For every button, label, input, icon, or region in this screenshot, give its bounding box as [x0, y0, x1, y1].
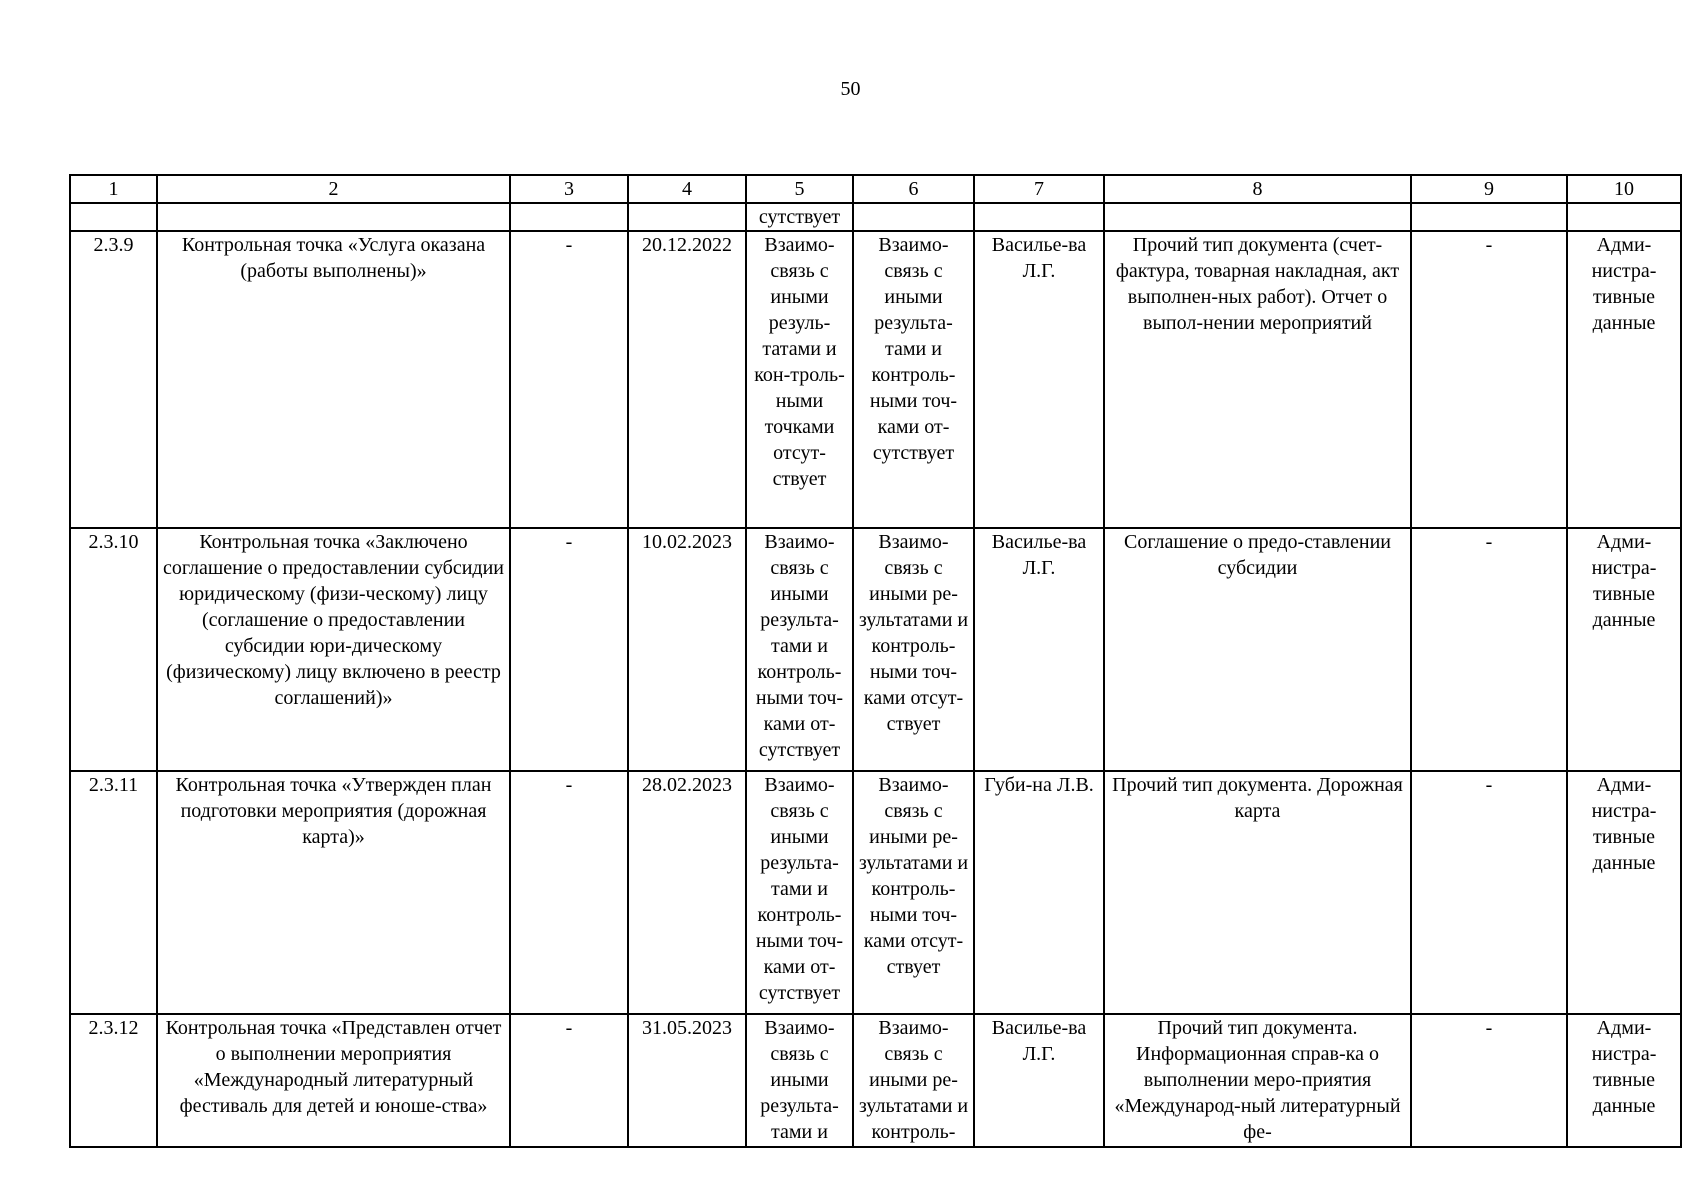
date-value: 20.12.2022	[628, 231, 746, 528]
document-type: Прочий тип документа (счет-фактура, товарная накладная, акт выполнен-ных работ). Отчет о выпол-нении мероприятий	[1104, 231, 1411, 528]
date-value: 31.05.2023	[628, 1014, 746, 1147]
data-source: Адми-нистра-тивные данные	[1567, 1014, 1681, 1147]
continuation-text: сутствует	[746, 203, 853, 231]
date-value: 28.02.2023	[628, 771, 746, 1014]
col3-value: -	[510, 1014, 628, 1147]
document-type: Прочий тип документа. Дорожная карта	[1104, 771, 1411, 1014]
header-cell-3: 3	[510, 175, 628, 203]
header-cell-2: 2	[157, 175, 510, 203]
responsible-person: Василье-ва Л.Г.	[974, 528, 1104, 771]
col6-value: Взаимо-связь с иными ре-зультатами и контроль-ными точ-ками отсут-ствует	[853, 771, 974, 1014]
responsible-person: Губи-на Л.В.	[974, 771, 1104, 1014]
header-cell-9: 9	[1411, 175, 1567, 203]
col5-value: Взаимо-связь с иными резуль-татами и кон-троль-ными точками отсут-ствует	[746, 231, 853, 528]
continuation-cell	[628, 203, 746, 231]
row-number: 2.3.11	[70, 771, 157, 1014]
control-point-name: Контрольная точка «Представлен отчет о выполнении мероприятия «Международный литературный фестиваль для детей и юноше-ства»	[157, 1014, 510, 1147]
continuation-row	[70, 203, 1681, 231]
date-value: 10.02.2023	[628, 528, 746, 771]
header-cell-5: 5	[746, 175, 853, 203]
header-cell-7: 7	[974, 175, 1104, 203]
control-point-name: Контрольная точка «Утвержден план подготовки мероприятия (дорожная карта)»	[157, 771, 510, 1014]
col6-value: Взаимо-связь с иными ре-зультатами и контроль-ными точ-ками отсут-ствует	[853, 528, 974, 771]
continuation-cell	[1104, 203, 1411, 231]
continuation-cell	[157, 203, 510, 231]
control-point-name: Контрольная точка «Услуга оказана (работы выполнены)»	[157, 231, 510, 528]
header-cell-4: 4	[628, 175, 746, 203]
data-source: Адми-нистра-тивные данные	[1567, 771, 1681, 1014]
responsible-person: Василье-ва Л.Г.	[974, 231, 1104, 528]
col5-value: Взаимо-связь с иными результа-тами и	[746, 1014, 853, 1147]
row-number: 2.3.9	[70, 231, 157, 528]
row-number: 2.3.10	[70, 528, 157, 771]
col3-value: -	[510, 231, 628, 528]
continuation-cell	[1567, 203, 1681, 231]
page-number: 50	[840, 78, 861, 100]
table-row	[70, 1014, 1681, 1147]
table-row	[70, 528, 1681, 771]
table-row	[70, 231, 1681, 528]
col3-value: -	[510, 528, 628, 771]
header-cell-8: 8	[1104, 175, 1411, 203]
control-points-table	[69, 174, 1682, 1148]
data-source: Адми-нистра-тивные данные	[1567, 528, 1681, 771]
continuation-cell	[853, 203, 974, 231]
table-row	[70, 771, 1681, 1014]
col9-value: -	[1411, 528, 1567, 771]
data-source: Адми-нистра-тивные данные	[1567, 231, 1681, 528]
col6-value: Взаимо-связь с иными результа-тами и контроль-ными точ-ками от-сутствует	[853, 231, 974, 528]
continuation-cell	[1411, 203, 1567, 231]
header-row	[70, 175, 1681, 203]
control-point-name: Контрольная точка «Заключено соглашение о предоставлении субсидии юридическому (физи-ческому) лицу (соглашение о предоставлении субсидии юри-дическому (физическому) лицу включено в реестр соглашений)»	[157, 528, 510, 771]
header-cell-1: 1	[70, 175, 157, 203]
col9-value: -	[1411, 771, 1567, 1014]
header-cell-6: 6	[853, 175, 974, 203]
header-cell-10: 10	[1567, 175, 1681, 203]
responsible-person: Василье-ва Л.Г.	[974, 1014, 1104, 1147]
document-type: Соглашение о предо-ставлении субсидии	[1104, 528, 1411, 771]
row-number: 2.3.12	[70, 1014, 157, 1147]
col5-value: Взаимо-связь с иными результа-тами и контроль-ными точ-ками от-сутствует	[746, 771, 853, 1014]
col5-value: Взаимо-связь с иными результа-тами и контроль-ными точ-ками от-сутствует	[746, 528, 853, 771]
col6-value: Взаимо-связь с иными ре-зультатами и контроль-	[853, 1014, 974, 1147]
col9-value: -	[1411, 1014, 1567, 1147]
document-type: Прочий тип документа. Информационная справ-ка о выполнении меро-приятия «Международ-ный литературный фе-	[1104, 1014, 1411, 1147]
continuation-cell	[70, 203, 157, 231]
continuation-cell	[510, 203, 628, 231]
col9-value: -	[1411, 231, 1567, 528]
continuation-cell	[974, 203, 1104, 231]
col3-value: -	[510, 771, 628, 1014]
